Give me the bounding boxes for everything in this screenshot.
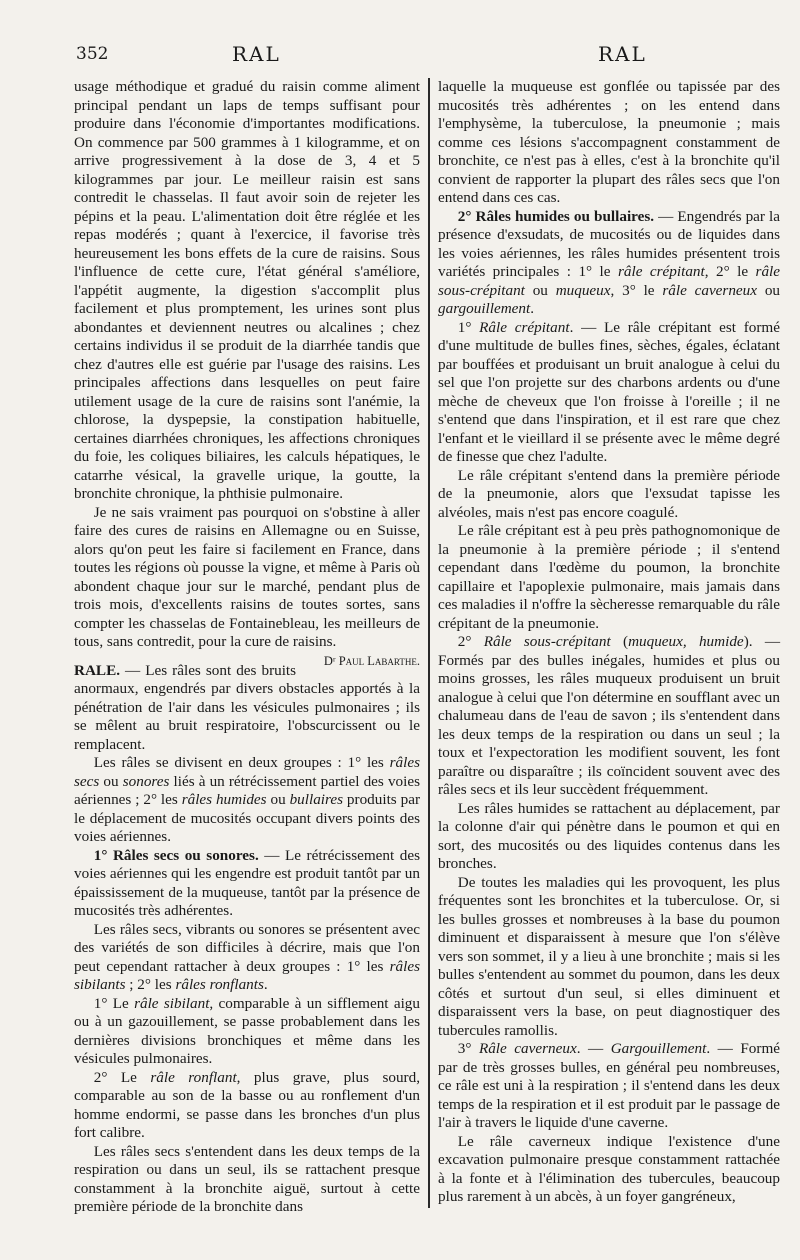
paragraph-rale-sous-crepitant: 2° Râle sous-crépitant (muqueux, humide). — Formés par des bulles inégales, humides et plus ou moins grosses, les râles muqueux produisent un bruit analogue à celui que l'on détermine en soufflant avec un chalumeau dans de l'eau de savon ; ils s'entendent dans les deux temps de la respiration ou dans un seul ; la toux et l'expectoration les modifient souvent, les font paraître ou disparaître ; ils coïncident souvent avec des râles secs et ils leur succèdent fréquemment. [438, 633, 781, 798]
paragraph-rale-ronflant: 2° Le râle ronflant, plus grave, plus sourd, comparable au son de la basse ou au ronflement d'un homme endormi, se passe dans les bronches d'un plus fort calibre. [74, 1068, 420, 1141]
paragraph-rale-sibilant: 1° Le râle sibilant, comparable à un sifflement aigu ou à un gazouillement, se passe probablement dans les dernières divisions bronchiques et même dans les vésicules pulmonaires. [74, 994, 420, 1067]
author-signature: Dʳ Paul Labarthe. [323, 653, 420, 668]
paragraph-maladies: De toutes les maladies qui les provoquent, les plus fréquentes sont les bronchites et la tuberculose. Or, si les bulles grosses et nombreuses à la base du poumon diminuent et disparaissent à mesure que l'on s'élève vers son sommet, il y a lieu à une bronchite ; mais si les bulles s'entendent au sommet du poumon, dans les deux côtés et surtout d'un seul, si elles diminuent et disparaissent vers la base, on peut diagnostiquer des tubercules ramollis. [438, 873, 780, 1039]
right-column [438, 78, 780, 1207]
section-rales-secs: 1° Râles secs ou sonores. — Le rétrécissement des voies aériennes qui les engendre est produit tantôt par un épaississement de la muqueuse, tantôt par la présence de mucosités très adhérentes. [74, 846, 420, 919]
paragraph-raisin-cure: usage méthodique et gradué du raisin comme aliment principal pendant un laps de temps suffisant pour produire dans l'économie d'importantes modifications. On commence par 500 grammes à 1 kilogramme, et on arrive progressivement à la dose de 3, 4 et 5 kilogrammes par jour. Le meilleur raisin est sans contredit le chasselas. Il faut avoir soin de rejeter les pépins et la peau. L'alimentation doit être réglée et les repas modérés ; quant à l'exercice, il favorise très heureusement les bons effets de la cure de raisins. Sous l'influence de cette cure, l'état général s'améliore, l'appétit augmente, la digestion s'accomplit plus facilement et plus promptement, les urines sont plus abondantes et deviennent neutres ou alcalines ; chez certains individus il se produit de la diarrhée tandis que chez d'autres elle est guérie par l'usage des raisins. Les principales affections dans lesquelles on peut faire utilement usage de la cure de raisins sont l'anémie, la chlorose, la dyspepsie, la constipation habituelle, certaines diarrhées chroniques, les affections chroniques du foie, les coliques biliaires, les calculs hépatiques, le catarrhe vésical, la gravelle urique, la goutte, la bronchite chronique, la phthisie pulmonaire. [74, 78, 420, 502]
running-head-right: RAL [598, 42, 647, 66]
paragraph-rales-secs-varietes: Les râles secs, vibrants ou sonores se présentent avec des variétés de son difficiles à décrire, mais que l'on peut cependant rattacher à deux groupes : 1° les râles sibilants ; 2° les râles ronflants. [74, 920, 420, 993]
column-divider [428, 78, 430, 1208]
paragraph-rale-groups: Les râles se divisent en deux groupes : 1° les râles secs ou sonores liés à un rétrécissement partiel des voies aériennes ; 2° les râles humides ou bullaires produits par le déplacement de mucosités occupant divers points des voies aériennes. [74, 754, 420, 845]
section-heading: 2° Râles humides ou bullaires. [457, 207, 655, 225]
entry-rale: RALE. — Les râles sont des bruits anormaux, engendrés par divers obstacles apportés à la pénétration de l'air dans les vésicules pulmonaires ; ils se mêlent au bruit respiratoire, l'obscurcissent ou le remplacent. [74, 661, 420, 753]
left-column [74, 78, 420, 1217]
entry-headword: RALE. [74, 661, 120, 679]
paragraph-rale-caverneux: 3° Râle caverneux. — Gargouillement. — Formé par de très grosses bulles, en général peu nombreuses, ce râle est uni à la respiration ; il s'entend dans les deux temps de la respiration et il est produit par le passage de l'air à travers le liquide d'une caverne. [438, 1040, 780, 1131]
paragraph-caverneux-excavation: Le râle caverneux indique l'existence d'une excavation pulmonaire presque constamment rattachée à la fonte et à l'élimination des tubercules, beaucoup plus rarement à un abcès, à un foyer gangréneux, [438, 1132, 780, 1205]
page-number: 352 [76, 44, 109, 64]
paragraph-muqueuse: laquelle la muqueuse est gonflée ou tapissée par des mucosités très adhérentes ; on les entend dans l'emphysème, la tuberculose, la pneumonie ; mais comme ces lésions s'accompagnent constamment de bronchite, ce n'est pas à elles, c'est à la bronchite qu'il convient de rapporter la plupart des râles secs que l'on entend dans ces cas. [438, 78, 780, 206]
section-rales-humides: 2° Râles humides ou bullaires. — Engendrés par la présence d'exsudats, de mucosités ou de liquides dans les voies aériennes, les râles humides présentent trois variétés principales : 1° le râle crépitant, 2° le râle sous-crépitant ou muqueux, 3° le râle caverneux ou gargouillement. [438, 207, 781, 317]
paragraph-crepitant-pathognomonique: Le râle crépitant est à peu près pathognomonique de la pneumonie à la première période ; il s'entend cependant dans l'œdème du poumon, la bronchite capillaire et l'apoplexie pulmonaire, mais jamais dans ces maladies il n'offre la sècheresse remarquable du râle crépitant de la pneumonie. [438, 522, 780, 632]
paragraph-rales-humides-deplacement: Les râles humides se rattachent au déplacement, par la colonne d'air qui pénètre dans le poumon et qui en sort, des mucosités ou des liquides contenus dans les bronches. [438, 799, 780, 872]
paragraph-crepitant-pneumonie: Le râle crépitant s'entend dans la première période de la pneumonie, alors que l'exsudat tapisse les alvéoles, mais n'est pas encore coagulé. [438, 466, 780, 521]
paragraph-rales-secs-entendre: Les râles secs s'entendent dans les deux temps de la respiration ou dans un seul, ils se rattachent presque constamment à la bronchite aiguë, surtout à cette première période de la bronchite dans [74, 1142, 420, 1215]
running-head-left: RAL [232, 42, 281, 66]
paragraph-rale-crepitant: 1° Râle crépitant. — Le râle crépitant est formé d'une multitude de bulles fines, sèches, égales, éclatant par bouffées et produisant un bruit analogue à celui du sel que l'on projette sur des charbons ardents ou d'une mèche de cheveux que l'on froisse à l'oreille ; il ne s'entend que dans l'inspiration, et il est rare que chez l'enfant et le vieillard il se présente avec le même degré de finesse que chez l'adulte. [438, 318, 780, 465]
paragraph-raisin-france: Je ne sais vraiment pas pourquoi on s'obstine à aller faire des cures de raisins en Allemagne ou en Suisse, alors qu'on peut les faire si facilement en France, dans toutes les régions où pousse la vigne, et même à Paris où abondent chaque jour sur le marché, pendant plus de trois mois, d'excellents raisins de toutes sortes, sans compter les chasselas de Fontainebleau, les meilleurs de tous, sans contredit, pour la cure de raisins. Dʳ Paul Labarthe. [74, 504, 420, 652]
section-heading: 1° Râles secs ou sonores. [93, 846, 259, 864]
